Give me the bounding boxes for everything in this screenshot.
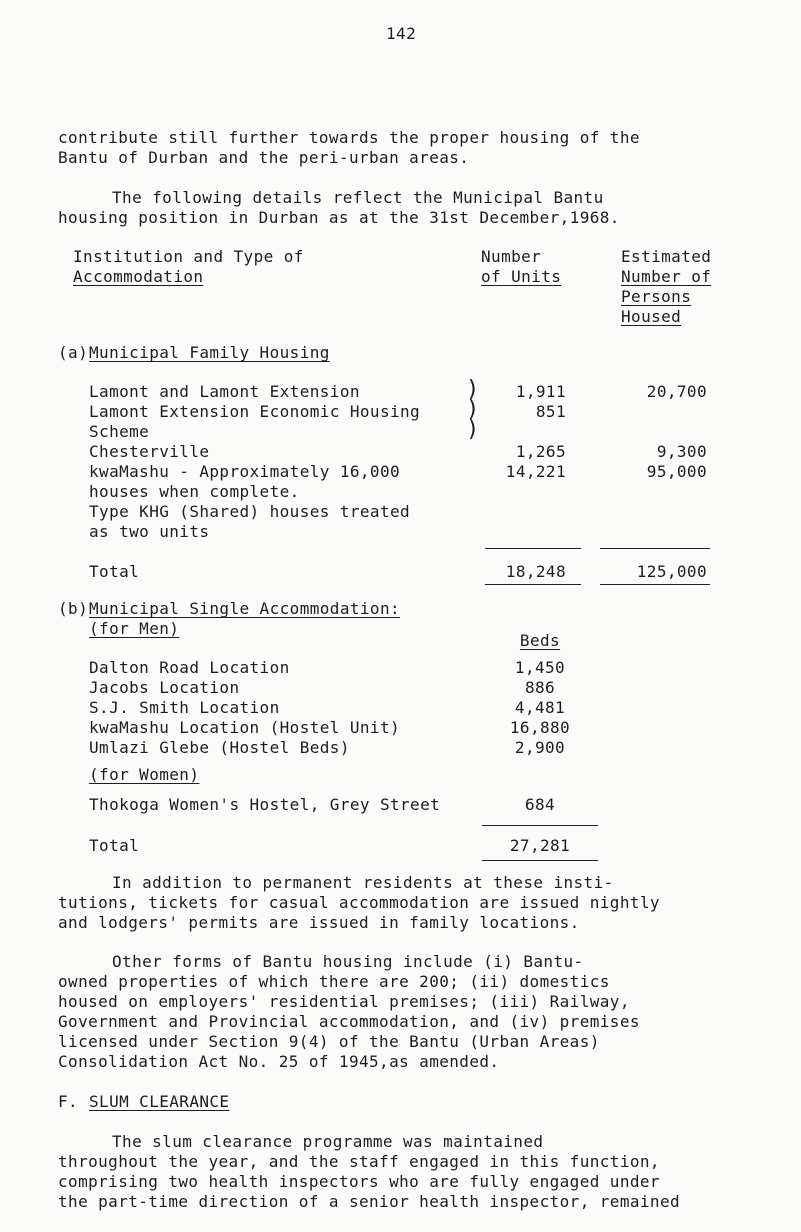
table-cell-persons: 9,300 (656, 442, 707, 461)
column-header-institution: Accommodation (73, 267, 204, 286)
total-persons: 125,000 (636, 562, 707, 581)
column-header-persons: Housed (621, 307, 682, 326)
total-rule (600, 548, 710, 549)
paragraph-line: Government and Provincial accommodation, and (iv) premises (58, 1012, 640, 1031)
paragraph-line: Bantu of Durban and the peri-urban areas. (58, 148, 470, 167)
table-row-label: houses when complete. (89, 482, 300, 501)
table-row-label: Lamont Extension Economic Housing (89, 402, 421, 421)
total-rule (485, 548, 581, 549)
section-label: (b) (58, 599, 89, 618)
table-cell-units: 851 (535, 402, 566, 421)
table-row-label: as two units (89, 522, 210, 541)
table-cell-units: 1,265 (515, 442, 566, 461)
column-header-persons: Persons (621, 287, 692, 306)
paragraph-line: the part-time direction of a senior health inspector, remained (58, 1192, 681, 1211)
brace: ) (466, 377, 480, 402)
table-cell-beds: 16,880 (509, 718, 571, 737)
paragraph-line: Other forms of Bantu housing include (i) Bantu- (112, 952, 584, 971)
column-header-institution: Institution and Type of (73, 247, 304, 266)
paragraph-line: The slum clearance programme was maintained (112, 1132, 544, 1151)
table-cell-persons: 20,700 (646, 382, 707, 401)
table-row-label: S.J. Smith Location (89, 698, 280, 717)
total-rule (485, 584, 581, 585)
column-header-units: of Units (481, 267, 562, 286)
brace: ) (466, 397, 480, 422)
column-header-units: Number (481, 247, 542, 266)
table-row-label: Thokoga Women's Hostel, Grey Street (89, 795, 441, 814)
column-header-persons: Estimated (621, 247, 712, 266)
table-cell-beds: 2,900 (514, 738, 566, 757)
paragraph-line: tutions, tickets for casual accommodation are issued nightly (58, 893, 660, 912)
total-units: 18,248 (505, 562, 566, 581)
table-row-label: Dalton Road Location (89, 658, 290, 677)
subtitle-men: (for Men) (89, 619, 180, 638)
total-beds: 27,281 (509, 836, 571, 855)
paragraph-line: comprising two health inspectors who are fully engaged under (58, 1172, 660, 1191)
paragraph-line: In addition to permanent residents at these insti- (112, 873, 614, 892)
table-row-label: Jacobs Location (89, 678, 240, 697)
table-row-label: kwaMashu Location (Hostel Unit) (89, 718, 401, 737)
paragraph-line: The following details reflect the Municipal Bantu (112, 188, 604, 207)
table-cell-beds: 886 (524, 678, 556, 697)
total-label: Total (89, 562, 140, 581)
section-title: Municipal Single Accommodation: (89, 599, 401, 618)
paragraph-line: throughout the year, and the staff engaged in this function, (58, 1152, 660, 1171)
section-title: Municipal Family Housing (89, 343, 330, 362)
column-header-beds: Beds (519, 631, 561, 650)
section-label: (a) (58, 343, 89, 362)
paragraph-line: housed on employers' residential premises; (iii) Railway, (58, 992, 630, 1011)
subtitle-women: (for Women) (89, 765, 200, 784)
table-row-label: kwaMashu - Approximately 16,000 (89, 462, 401, 481)
total-label: Total (89, 836, 140, 855)
paragraph-line: and lodgers' permits are issued in family locations. (58, 913, 580, 932)
table-row-label: Type KHG (Shared) houses treated (89, 502, 411, 521)
table-row-label: Chesterville (89, 442, 210, 461)
table-cell-units: 14,221 (505, 462, 566, 481)
paragraph-line: licensed under Section 9(4) of the Bantu (Urban Areas) (58, 1032, 600, 1051)
paragraph-line: owned properties of which there are 200; (ii) domestics (58, 972, 610, 991)
total-rule (482, 860, 598, 861)
table-cell-beds: 1,450 (514, 658, 566, 677)
table-cell-beds: 684 (524, 795, 556, 814)
section-label: F. (58, 1092, 79, 1111)
paragraph-line: Consolidation Act No. 25 of 1945,as amended. (58, 1052, 500, 1071)
table-row-label: Scheme (89, 422, 150, 441)
paragraph-line: contribute still further towards the proper housing of the (58, 128, 640, 147)
table-row-label: Umlazi Glebe (Hostel Beds) (89, 738, 350, 757)
table-cell-beds: 4,481 (514, 698, 566, 717)
table-cell-persons: 95,000 (646, 462, 707, 481)
section-title: SLUM CLEARANCE (89, 1092, 230, 1111)
table-row-label: Lamont and Lamont Extension (89, 382, 360, 401)
paragraph-line: housing position in Durban as at the 31st December,1968. (58, 208, 620, 227)
table-cell-units: 1,911 (515, 382, 566, 401)
total-rule (600, 584, 710, 585)
brace: ) (466, 417, 480, 442)
total-rule (482, 825, 598, 826)
column-header-persons: Number of (621, 267, 712, 286)
page-number: 142 (386, 24, 417, 43)
